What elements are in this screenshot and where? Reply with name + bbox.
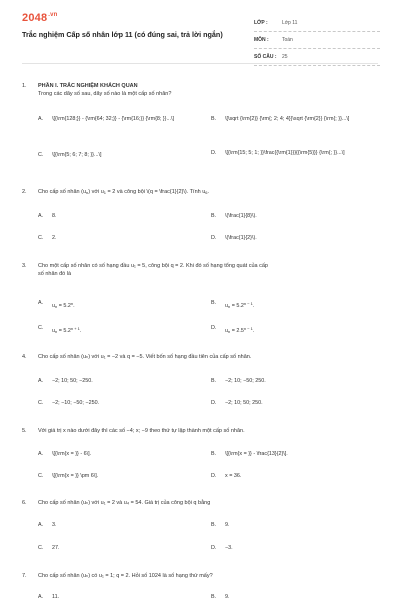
question-number: 1. (22, 83, 27, 89)
option-a[interactable]: A. 11. (38, 594, 60, 600)
option-c[interactable]: C. \[{\rm{5; 6; 7; 8; }}...\] (38, 152, 102, 158)
question-number: 4. (22, 354, 27, 360)
meta-key: SỐ CÂU : (254, 54, 277, 60)
option-d[interactable]: D. \(\frac{1}{2}\). (211, 235, 257, 241)
meta-key: MÔN : (254, 37, 269, 43)
question-number: 7. (22, 573, 27, 579)
question-7 (22, 572, 380, 580)
option-a[interactable]: A. 8. (38, 213, 57, 219)
question-number: 3. (22, 263, 27, 269)
option-a[interactable]: A. \[{\rm{x = }} - 6\]. (38, 451, 92, 457)
question-text: Với giá trị x nào dưới đây thì các số −4; x; −9 theo thứ tự lập thành một cấp số nhân. (38, 428, 245, 434)
question-6 (22, 499, 380, 507)
question-text: Cho cấp số nhân $(u_n)$ với $u_1 = 2$ và công bội \(q = \frac{1}{2}\). Tính $u_6$. (38, 189, 210, 195)
meta-row-subject (254, 32, 380, 49)
option-a[interactable]: A. $u_n = 5.2^n$. (38, 300, 75, 309)
option-b[interactable]: B. \(\frac{1}{8}\). (211, 213, 257, 219)
question-3 (22, 262, 380, 278)
option-d[interactable]: D. −3. (211, 545, 233, 551)
option-b[interactable]: B. \[\sqrt {\rm{2}} {\rm{; 2; 4; 4}}\sqrt {\rm{2}} {\rm{; }}...\] (211, 116, 350, 122)
site-logo[interactable]: $2048^{.vn}$ (22, 12, 58, 24)
option-c[interactable]: C. $u_n = 5.2^{n + 1}$. (38, 325, 82, 334)
option-d[interactable]: D. $u_n = 2.5^{n - 1}$. (211, 325, 255, 334)
option-b[interactable]: B. 9. (211, 522, 230, 528)
option-d[interactable]: D. \[{\rm{15; 5; 1; }}\frac{{\rm{1}}}{{\rm{5}}} {\rm{; }}...\] (211, 150, 345, 156)
meta-key: LỚP : (254, 20, 268, 26)
option-b[interactable]: B. 9. (211, 594, 230, 600)
meta-value: 25 (282, 54, 288, 60)
question-text: Cho cấp số nhân (uₙ) với u₁ = −2 và q = −5. Viết bốn số hạng đầu tiên của cấp số nhân. (38, 354, 252, 360)
option-c[interactable]: C. 27. (38, 545, 60, 551)
question-number: 2. (22, 189, 27, 195)
question-2 (22, 188, 380, 197)
option-c[interactable]: C. 2. (38, 235, 57, 241)
option-a[interactable]: A. 3. (38, 522, 57, 528)
option-c[interactable]: C. −2; −10; −50; −250. (38, 400, 100, 406)
question-4 (22, 353, 380, 361)
meta-value: Toán (282, 37, 293, 43)
question-5 (22, 427, 380, 435)
section-heading: PHẦN I. TRẮC NGHIỆM KHÁCH QUAN (38, 83, 138, 89)
meta-row-class (254, 15, 380, 32)
option-d[interactable]: D. −2; 10; 50; 250. (211, 400, 263, 406)
question-text: Cho cấp số nhân (uₙ) có u₁ = 1; q = 2. Hỏi số 1024 là số hạng thứ mấy? (38, 573, 213, 579)
option-b[interactable]: B. \[{\rm{x = }} - \frac{13}{2}\]. (211, 451, 288, 457)
question-text: Cho cấp số nhân (uₙ) với u₁ = 2 và u₄ = 54. Giá trị của công bội q bằng (38, 500, 211, 506)
header-divider (22, 63, 378, 64)
question-text: Cho một cấp số nhân có số hạng đầu u₁ = 5, công bội q = 2. Khi đó số hạng tổng quát của cấp (38, 263, 268, 269)
option-d[interactable]: D. x = 36. (211, 473, 242, 479)
question-number: 6. (22, 500, 27, 506)
option-a[interactable]: A. \[{\rm{128;}} - {\rm{64; 32;}} - {\rm{16;}} {\rm{8; }}...\] (38, 116, 174, 122)
question-text-continued: số nhân đó là (38, 271, 72, 277)
document-title: Trắc nghiệm Cấp số nhân lớp 11 (có đúng sai, trả lời ngắn) (22, 30, 223, 39)
meta-value: Lớp 11 (282, 20, 298, 26)
meta-table (254, 15, 380, 66)
question-1 (22, 82, 380, 98)
question-text: Trong các dãy số sau, dãy số nào là một cấp số nhân? (38, 91, 172, 97)
option-b[interactable]: B. $u_n = 5.2^{n - 1}$. (211, 300, 255, 309)
option-a[interactable]: A. −2; 10; 50; −250. (38, 378, 93, 384)
option-c[interactable]: C. \[{\rm{x = }} \pm 6\]. (38, 473, 99, 479)
option-b[interactable]: B. −2; 10; −50; 250. (211, 378, 266, 384)
question-number: 5. (22, 428, 27, 434)
